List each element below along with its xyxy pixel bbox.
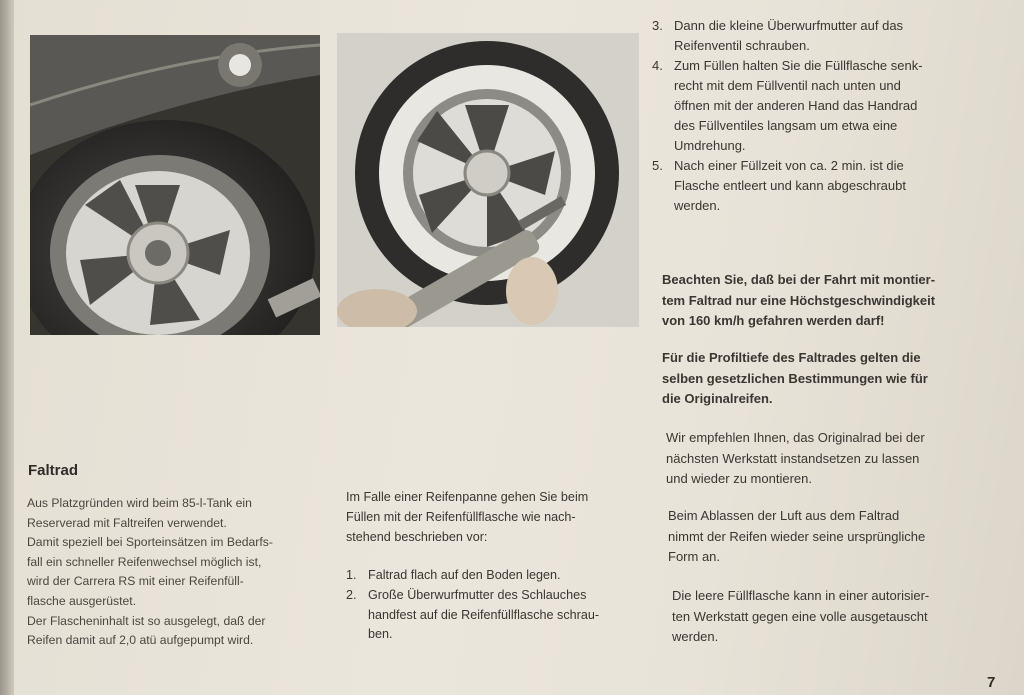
step-line: öffnen mit der anderen Hand das Handrad	[674, 98, 918, 113]
step-line: Flasche entleert und kann abgeschraubt	[674, 178, 906, 193]
photo-inflating-wheel	[337, 33, 639, 327]
repair-paragraph	[666, 428, 991, 490]
intro-line: Damit speziell bei Sporteinsätzen im Bedarfs-	[27, 535, 273, 550]
page-number: 7	[987, 674, 996, 691]
paragraph-line: Wir empfehlen Ihnen, das Originalrad bei der	[666, 430, 925, 445]
section-heading: Faltrad	[28, 462, 79, 479]
procedure-intro-line: Füllen mit der Reifenfüllflasche wie nach-	[346, 509, 576, 524]
procedure-intro-line: Im Falle einer Reifenpanne gehen Sie beim	[346, 490, 589, 504]
intro-line: Der Flascheninhalt ist so ausgelegt, daß der	[27, 613, 266, 628]
procedure-intro	[346, 488, 651, 547]
intro-line: flasche ausgerüstet.	[27, 593, 137, 608]
deflate-paragraph	[668, 506, 993, 568]
note-line: von 160 km/h gefahren werden darf!	[662, 313, 885, 328]
paragraph-line: Form an.	[668, 549, 721, 564]
step-line: werden.	[674, 198, 721, 213]
intro-line: fall ein schneller Reifenwechsel möglich ist,	[27, 554, 262, 569]
step-number: 4.	[652, 58, 663, 73]
step-line: Faltrad flach auf den Boden legen.	[368, 568, 561, 582]
note-line: selben gesetzlichen Bestimmungen wie für	[662, 370, 928, 386]
intro-line: Reserverad mit Faltreifen verwendet.	[27, 515, 227, 530]
speed-warning-note	[662, 270, 992, 332]
intro-line: wird der Carrera RS mit einer Reifenfüll-	[27, 574, 244, 589]
intro-line: Reifen damit auf 2,0 atü aufgepumpt wird.	[27, 633, 254, 648]
step-number: 3.	[652, 18, 663, 33]
step-line: ben.	[368, 627, 393, 642]
steps-list-part1	[346, 566, 651, 645]
paragraph-line: werden.	[672, 629, 719, 644]
step-line: handfest auf die Reifenfüllflasche schrau-	[368, 607, 600, 622]
paragraph-line: und wieder zu montieren.	[666, 471, 812, 486]
paragraph-line: Beim Ablassen der Luft aus dem Faltrad	[668, 508, 900, 523]
paragraph-line: nächsten Werkstatt instandsetzen zu lassen	[666, 450, 920, 466]
step-number: 5.	[652, 158, 663, 173]
step-line: recht mit dem Füllventil nach unten und	[674, 78, 901, 93]
step-1	[346, 566, 651, 586]
step-line: Zum Füllen halten Sie die Füllflasche senk-	[674, 58, 923, 73]
paragraph-line: Die leere Füllflasche kann in einer autorisier-	[672, 588, 930, 603]
photo-spare-wheel-in-trunk	[30, 35, 320, 335]
page-binding-edge	[0, 0, 14, 695]
step-5	[652, 156, 974, 216]
step-line: Nach einer Füllzeit von ca. 2 min. ist die	[674, 158, 904, 173]
step-line: Dann die kleine Überwurfmutter auf das	[674, 18, 904, 33]
exchange-bottle-paragraph	[672, 586, 997, 648]
intro-paragraph	[27, 494, 327, 651]
step-3	[652, 16, 974, 56]
step-number: 2.	[346, 587, 357, 602]
procedure-intro-line: stehend beschrieben vor:	[346, 529, 488, 544]
step-4	[652, 56, 974, 156]
step-2	[346, 586, 651, 645]
note-line: Beachten Sie, daß bei der Fahrt mit montier-	[662, 272, 936, 287]
steps-list-part2	[652, 16, 974, 216]
intro-line: Aus Platzgründen wird beim 85-l-Tank ein	[27, 496, 252, 510]
step-number: 1.	[346, 568, 357, 582]
step-line: Reifenventil schrauben.	[674, 38, 810, 53]
note-line: tem Faltrad nur eine Höchstgeschwindigkeit	[662, 292, 936, 308]
note-line: Für die Profiltiefe des Faltrades gelten die	[662, 350, 921, 365]
paragraph-line: ten Werkstatt gegen eine volle ausgetauscht	[672, 608, 928, 624]
step-line: des Füllventiles langsam um etwa eine	[674, 118, 898, 133]
step-line: Große Überwurfmutter des Schlauches	[368, 587, 587, 602]
note-line: die Originalreifen.	[662, 391, 773, 406]
tread-depth-note	[662, 348, 992, 410]
paragraph-line: nimmt der Reifen wieder seine ursprüngliche	[668, 528, 926, 544]
step-line: Umdrehung.	[674, 138, 746, 153]
